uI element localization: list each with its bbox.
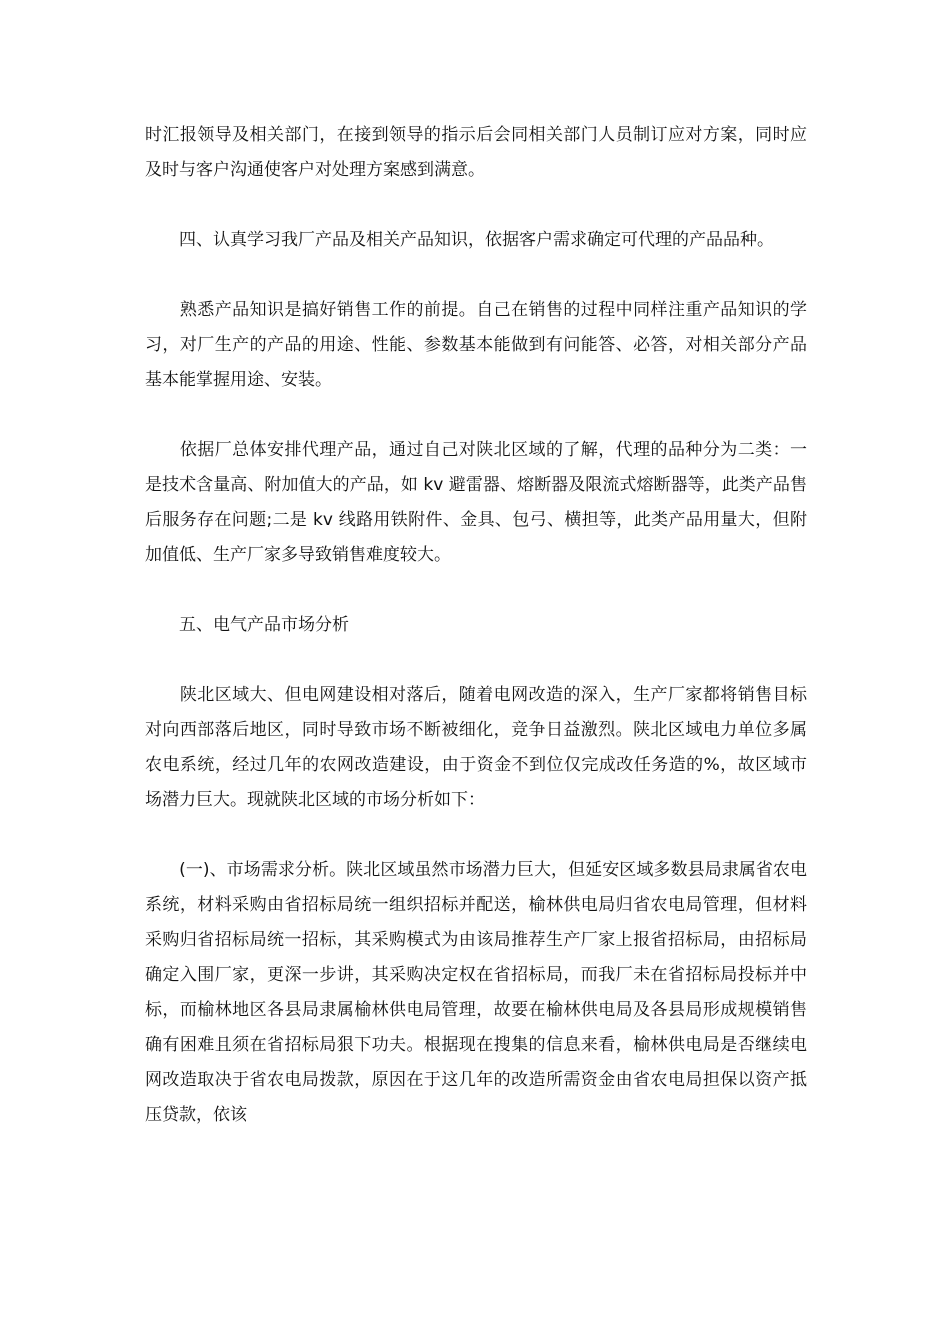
paragraph-1: 时汇报领导及相关部门，在接到领导的指示后会同相关部门人员制订应对方案，同时应及时与客户沟通使客户对处理方案感到满意。 xyxy=(145,125,807,180)
heading-section-4: 四、认真学习我厂产品及相关产品知识，依据客户需求确定可代理的产品品种。 xyxy=(145,230,774,250)
paragraph-demand-analysis: (一)、市场需求分析。陕北区域虽然市场潜力巨大，但延安区域多数县局隶属省农电系统，材料采购由省招标局统一组织招标并配送，榆林供电局归省农电局管理，但材料采购归省招标局统一招标，其采购模式为由该局推荐生产厂家上报省招标局，由招标局确定入围厂家，更深一步讲，其采购决定权在省招标局，而我厂未在省招标局投标并中标，而榆林地区各县局隶属榆林供电局管理，故要在榆林供电局及各县局形成规模销售确有困难且须在省招标局狠下功夫。根据现在搜集的信息来看，榆林供电局是否继续电网改造取决于省农电局拨款，原因在于这几年的改造所需资金由省农电局担保以资产抵压贷款，依该 xyxy=(145,860,807,1125)
paragraph-product-categories: 依据厂总体安排代理产品，通过自己对陕北区域的了解，代理的品种分为二类：一是技术含量高、附加值大的产品，如 kv 避雷器、熔断器及限流式熔断器等，此类产品售后服务存在问题;二是 kv 线路用铁附件、金具、包弓、横担等，此类产品用量大，但附加值低、生产厂家多导致销售难度较大。 xyxy=(145,440,807,565)
paragraph-spacer xyxy=(145,818,807,853)
heading-section-5: 五、电气产品市场分析 xyxy=(145,615,349,635)
paragraph-spacer xyxy=(145,258,807,293)
paragraph-spacer xyxy=(145,643,807,678)
paragraph-spacer xyxy=(145,398,807,433)
paragraph-market-overview: 陕北区域大、但电网建设相对落后，随着电网改造的深入，生产厂家都将销售目标对向西部落后地区，同时导致市场不断被细化，竞争日益激烈。陕北区域电力单位多属农电系统，经过几年的农网改造建设，由于资金不到位仅完成改任务造的%，故区域市场潜力巨大。现就陕北区域的市场分析如下： xyxy=(145,685,807,810)
paragraph-product-knowledge: 熟悉产品知识是搞好销售工作的前提。自己在销售的过程中同样注重产品知识的学习，对厂生产的产品的用途、性能、参数基本能做到有问能答、必答，对相关部分产品基本能掌握用途、安装。 xyxy=(145,300,807,390)
paragraph-spacer xyxy=(145,188,807,223)
paragraph-spacer xyxy=(145,573,807,608)
document-body xyxy=(145,118,807,1133)
